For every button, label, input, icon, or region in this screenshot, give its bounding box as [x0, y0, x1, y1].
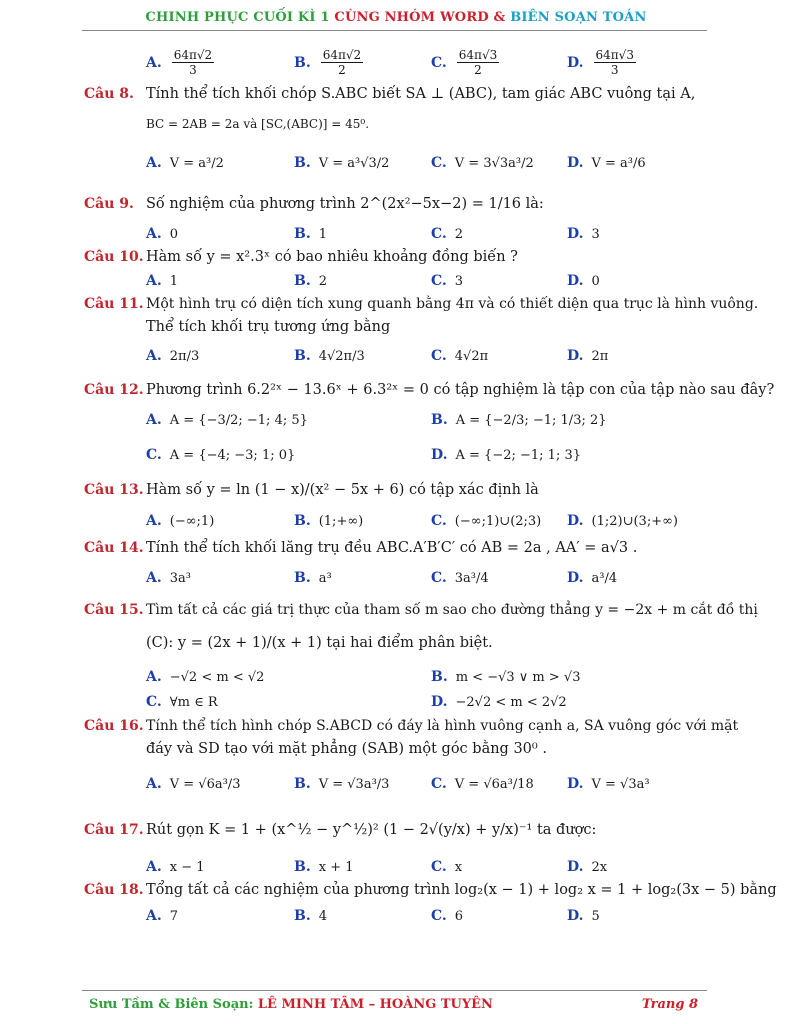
prev-option-c: C. $\frac{64\pi√3}{2}$: [431, 48, 498, 77]
option-c: C. 2: [431, 226, 464, 242]
question-text-line2: Thể tích khối trụ tương ứng bằng: [146, 319, 391, 335]
header-amp: &: [493, 10, 506, 25]
question-label: Câu 10.: [84, 249, 144, 265]
header-title-2: CÙNG NHÓM WORD: [329, 10, 494, 25]
option-a: A. 3a³: [146, 570, 191, 586]
option-b: B. 2: [294, 273, 327, 289]
option-b: B. 4: [294, 908, 327, 924]
option-d: D. 2π: [567, 348, 609, 364]
option-b: B. (1;+∞): [294, 513, 364, 529]
page-header: [0, 10, 792, 25]
option-c: C. 6: [431, 908, 464, 924]
option-a: A. x − 1: [146, 859, 205, 875]
option-a: A. 2π/3: [146, 348, 200, 364]
question-text: Rút gọn K = 1 + (x^½ − y^½)² (1 − 2√(y/x) + y/x)⁻¹ ta được:: [146, 822, 597, 838]
option-a: A. −√2 < m < √2: [146, 669, 265, 685]
option-d: D. −2√2 < m < 2√2: [431, 694, 567, 710]
option-c: C. x: [431, 859, 463, 875]
option-d: D. 2x: [567, 859, 608, 875]
option-b: B. V = √3a³/3: [294, 776, 390, 792]
option-c: C. 3: [431, 273, 464, 289]
prev-option-d: D. $\frac{64\pi√3}{3}$: [567, 48, 634, 77]
option-d: D. a³/4: [567, 570, 618, 586]
option-b: B. V = a³√3/2: [294, 155, 390, 171]
question-text: Tính thể tích khối lăng trụ đều ABC.A′B′C′ có AB = 2a , AA′ = a√3 .: [146, 540, 638, 556]
question-label: Câu 13.: [84, 482, 144, 498]
footer-credit: Sưu Tầm & Biên Soạn: LÊ MINH TÂM – HOÀNG TUYÊN: [89, 997, 493, 1012]
page-number: Trang 8: [641, 997, 698, 1012]
question-text: Hàm số y = ln (1 − x)/(x² − 5x + 6) có tập xác định là: [146, 482, 539, 498]
question-text-line2: đáy và SD tạo với mặt phẳng (SAB) một góc bằng 30⁰ .: [146, 741, 547, 757]
option-c: C. A = {−4; −3; 1; 0}: [146, 447, 296, 463]
option-d: D. A = {−2; −1; 1; 3}: [431, 447, 582, 463]
option-d: D. 0: [567, 273, 600, 289]
question-text: Một hình trụ có diện tích xung quanh bằng 4π và có thiết diện qua trục là hình vuông.: [146, 296, 759, 312]
option-a: A. A = {−3/2; −1; 4; 5}: [146, 412, 308, 428]
question-label: Câu 14.: [84, 540, 144, 556]
option-a: A. V = √6a³/3: [146, 776, 241, 792]
option-b: B. m < −√3 ∨ m > √3: [431, 669, 581, 685]
option-c: C. 3a³/4: [431, 570, 489, 586]
option-a: A. (−∞;1): [146, 513, 215, 529]
question-text: Tìm tất cả các giá trị thực của tham số m sao cho đường thẳng y = −2x + m cắt đồ thị: [146, 602, 758, 618]
option-a: A. 0: [146, 226, 179, 242]
question-text: Tính thể tích hình chóp S.ABCD có đáy là hình vuông cạnh a, SA vuông góc với mặt: [146, 718, 739, 734]
question-label: Câu 15.: [84, 602, 144, 618]
question-text: Phương trình 6.2²ˣ − 13.6ˣ + 6.3²ˣ = 0 có tập nghiệm là tập con của tập nào sau đây?: [146, 382, 775, 398]
option-b: B. A = {−2/3; −1; 1/3; 2}: [431, 412, 607, 428]
option-a: A. 1: [146, 273, 179, 289]
header-title-1: CHINH PHỤC CUỐI KÌ 1: [145, 10, 330, 25]
option-d: D. V = √3a³: [567, 776, 650, 792]
option-c: C. V = 3√3a³/2: [431, 155, 534, 171]
prev-option-b: B. $\frac{64\pi√2}{2}$: [294, 48, 362, 77]
option-d: D. 5: [567, 908, 600, 924]
question-text: Số nghiệm của phương trình 2^(2x²−5x−2) = 1/16 là:: [146, 196, 544, 212]
option-b: B. a³: [294, 570, 332, 586]
option-b: B. x + 1: [294, 859, 354, 875]
option-b: B. 4√2π/3: [294, 348, 365, 364]
question-label: Câu 9.: [84, 196, 134, 212]
question-label: Câu 12.: [84, 382, 144, 398]
question-label: Câu 8.: [84, 86, 134, 102]
question-label: Câu 16.: [84, 718, 144, 734]
header-rule: [82, 30, 707, 31]
option-c: C. 4√2π: [431, 348, 489, 364]
option-b: B. 1: [294, 226, 327, 242]
option-c: C. (−∞;1)∪(2;3): [431, 513, 542, 529]
option-d: D. V = a³/6: [567, 155, 646, 171]
option-a: A. 7: [146, 908, 179, 924]
question-text-line2: BC = 2AB = 2a và [SC,(ABC)] = 45⁰.: [146, 117, 370, 131]
option-d: D. (1;2)∪(3;+∞): [567, 513, 678, 529]
question-label: Câu 17.: [84, 822, 144, 838]
question-text-line2: (C): y = (2x + 1)/(x + 1) tại hai điểm phân biệt.: [146, 635, 493, 651]
option-c: C. ∀m ∈ R: [146, 694, 218, 710]
header-title-3: BIÊN SOẠN TOÁN: [505, 10, 647, 25]
prev-option-a: A. $\frac{64\pi√2}{3}$: [146, 48, 213, 77]
question-text: Hàm số y = x².3ˣ có bao nhiêu khoảng đồng biến ?: [146, 249, 518, 265]
option-d: D. 3: [567, 226, 600, 242]
question-label: Câu 18.: [84, 882, 144, 898]
footer-rule: [82, 990, 707, 991]
question-text: Tổng tất cả các nghiệm của phương trình log₂(x − 1) + log₂ x = 1 + log₂(3x − 5) bằng: [146, 882, 777, 898]
question-label: Câu 11.: [84, 296, 144, 312]
option-c: C. V = √6a³/18: [431, 776, 534, 792]
question-text: Tính thể tích khối chóp S.ABC biết SA ⊥ (ABC), tam giác ABC vuông tại A,: [146, 86, 696, 102]
option-a: A. V = a³/2: [146, 155, 224, 171]
